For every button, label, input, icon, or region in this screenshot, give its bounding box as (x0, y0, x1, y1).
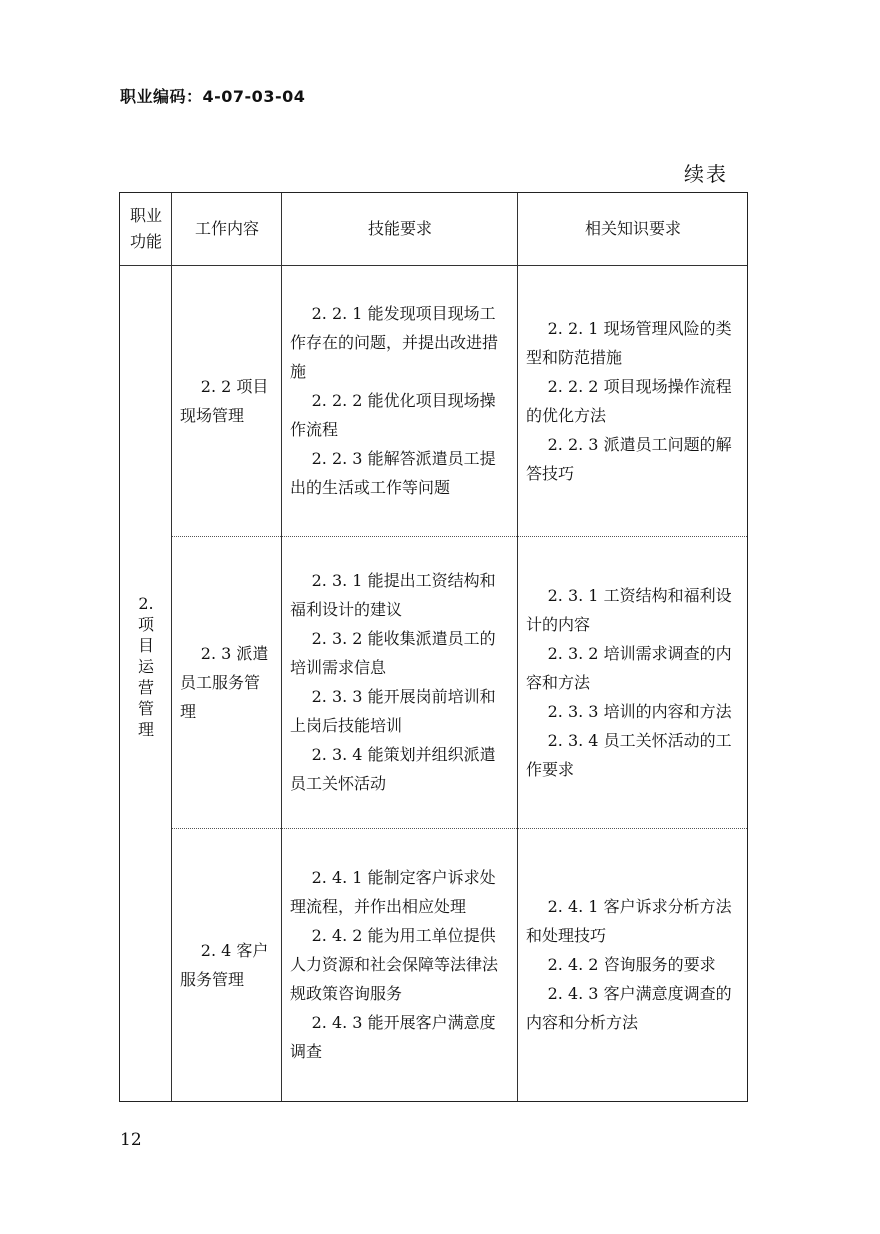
function-char: 目 (137, 636, 154, 655)
knowledge-item: 2. 4. 1 客户诉求分析方法和处理技巧 (526, 897, 732, 945)
table-row-content-cell (172, 536, 282, 828)
knowledge-item: 2. 3. 1 工资结构和福利设计的内容 (526, 585, 732, 634)
function-char: 项 (137, 615, 154, 634)
skill-item: 2. 3. 1 能提出工资结构和福利设计的建议 (290, 571, 496, 619)
skill-item: 2. 4. 3 能开展客户满意度调查 (290, 1013, 496, 1061)
table-row-skills-cell (282, 265, 518, 536)
table-row-content-cell (172, 265, 282, 536)
table-row-content-cell (172, 828, 282, 1101)
table-row-skills-cell (282, 536, 518, 828)
function-char: 运 (137, 657, 154, 676)
knowledge-item: 2. 2. 1 现场管理风险的类型和防范措施 (526, 318, 732, 367)
header-function-line2: 功能 (129, 232, 162, 251)
header-cell-function (120, 193, 172, 265)
occupation-code: 职业编码：4-07-03-04 (120, 87, 306, 106)
table-row-knowledge-cell (518, 265, 748, 536)
table-row-knowledge-cell (518, 828, 748, 1101)
skills-table (119, 192, 748, 1102)
function-char: 营 (137, 678, 154, 697)
header-cell-knowledge: 相关知识要求 (584, 219, 681, 238)
work-content-label: 2. 3 派遣员工服务管理 (180, 643, 269, 721)
knowledge-item: 2. 4. 2 咨询服务的要求 (547, 955, 716, 974)
table-row-skills-cell (282, 828, 518, 1101)
skill-item: 2. 4. 1 能制定客户诉求处理流程，并作出相应处理 (290, 868, 496, 916)
function-char: 2. (138, 594, 154, 613)
header-function-line1: 职业 (129, 206, 162, 225)
header-cell-skills: 技能要求 (367, 219, 432, 238)
function-char: 理 (137, 720, 154, 739)
knowledge-item: 2. 2. 2 项目现场操作流程的优化方法 (526, 376, 732, 425)
skill-item: 2. 3. 2 能收集派遣员工的培训需求信息 (290, 629, 496, 677)
knowledge-item: 2. 3. 3 培训的内容和方法 (547, 701, 732, 721)
work-content-label: 2. 4 客户服务管理 (180, 940, 269, 989)
skill-item: 2. 2. 3 能解答派遣员工提出的生活或工作等问题 (290, 449, 496, 497)
knowledge-item: 2. 4. 3 客户满意度调查的内容和分析方法 (526, 984, 732, 1032)
header-cell-content: 工作内容 (194, 219, 259, 238)
page-number: 12 (120, 1130, 142, 1150)
continued-table-label: 续表 (684, 162, 728, 186)
skill-item: 2. 4. 2 能为用工单位提供人力资源和社会保障等法律法规政策咨询服务 (290, 926, 499, 1003)
table-row-knowledge-cell (518, 536, 748, 828)
work-content-label: 2. 2 项目现场管理 (180, 376, 269, 425)
skill-item: 2. 2. 1 能发现项目现场工作存在的问题，并提出改进措施 (290, 304, 499, 381)
knowledge-item: 2. 3. 2 培训需求调查的内容和方法 (526, 643, 732, 692)
skill-item: 2. 2. 2 能优化项目现场操作流程 (290, 391, 496, 439)
knowledge-item: 2. 3. 4 员工关怀活动的工作要求 (526, 730, 732, 779)
function-char: 管 (137, 699, 154, 718)
skill-item: 2. 3. 3 能开展岗前培训和上岗后技能培训 (290, 687, 496, 735)
skill-item: 2. 3. 4 能策划并组织派遣员工关怀活动 (290, 745, 496, 793)
knowledge-item: 2. 2. 3 派遣员工问题的解答技巧 (526, 434, 732, 483)
function-cell (120, 593, 172, 740)
